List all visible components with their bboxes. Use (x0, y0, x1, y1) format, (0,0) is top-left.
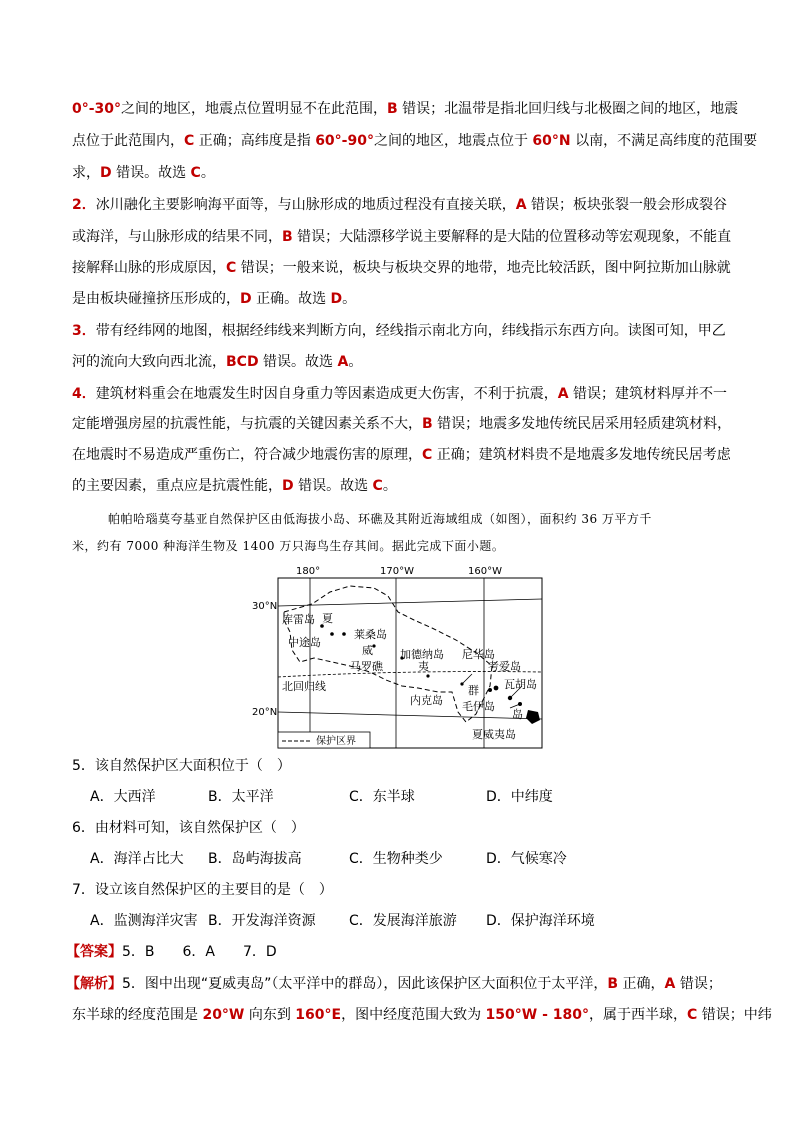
place-label: 中途岛 (288, 636, 321, 649)
text: 错误；地震多发地传统民居采用轻质建筑材料， (432, 416, 732, 432)
place-label: 岛 (512, 708, 523, 721)
lon-label: 170°W (380, 566, 414, 577)
text: 接解释山脉的形成原因， (72, 260, 226, 276)
text: 60°N (532, 133, 571, 149)
text: D (330, 291, 343, 307)
text: 正确；建筑材料贵不是地震多发地传统民居考虑 (432, 447, 731, 463)
q5-option-a: A．大西洋 (90, 789, 156, 805)
text: A (515, 197, 527, 213)
text: 错误；中纬 (697, 1007, 772, 1023)
analysis-line-1 (66, 974, 722, 994)
place-label: 考爱岛 (488, 660, 521, 673)
text: 错误。故选 (258, 354, 338, 370)
text: 求， (72, 165, 100, 181)
text: 错误；大陆漂移学说主要解释的是大陆的位置移动等宏观现象，不能直 (292, 229, 732, 245)
q4-line-4 (72, 476, 397, 496)
text: 20°W (202, 1007, 245, 1023)
text: 错误；一般来说，板块与板块交界的地带，地壳比较活跃，图中阿拉斯加山脉就 (236, 260, 731, 276)
text: 之间的地区，地震点位置明显不在此范围， (121, 101, 388, 117)
text: 东半球的经度范围是 (72, 1007, 203, 1023)
text: A (337, 354, 349, 370)
q6-option-d: D．气候寒冷 (486, 851, 567, 867)
place-label: 加德纳岛 (400, 648, 444, 661)
text: B (282, 229, 293, 245)
q6-stem: 6．由材料可知，该自然保护区（ ） (72, 820, 305, 836)
text: 。 (200, 165, 215, 181)
text: 。 (348, 354, 363, 370)
place-label: 夏威夷岛 (472, 728, 516, 741)
q5-option-d: D．中纬度 (486, 789, 553, 805)
text: 正确；高纬度是指 (194, 133, 316, 149)
lon-label: 180° (296, 566, 321, 577)
place-label: 群 (468, 684, 479, 697)
analysis-line-2 (72, 1005, 772, 1025)
text: ，图中经度范围大致为 (341, 1007, 486, 1023)
place-label: 夷 (418, 660, 429, 673)
prev-answer-line-1 (72, 99, 738, 119)
text: 带有经纬网的地图，根据经纬线来判断方向，经线指示南北方向，纬线指示东西方向。读图可知，甲乙 (95, 323, 726, 339)
text: 错误；建筑材料厚并不一 (568, 386, 728, 402)
place-label: 马罗礁 (350, 660, 383, 673)
map-svg (252, 562, 552, 757)
text: 是由板块碰撞挤压形成的， (72, 291, 240, 307)
text: D (282, 478, 294, 494)
q7-option-c: C．发展海洋旅游 (349, 913, 457, 929)
text: 5．图中出现“夏威夷岛”（太平洋中的群岛），因此该保护区大面积位于太平洋， (122, 976, 608, 992)
text: 或海洋，与山脉形成的结果不同， (72, 229, 282, 245)
q5-option-c: C．东半球 (349, 789, 415, 805)
q6-option-b: B．岛屿海拔高 (208, 851, 302, 867)
text: C (422, 447, 433, 463)
text: 之间的地区，地震点位于 (373, 133, 533, 149)
legend-label: 保护区界 (316, 736, 356, 747)
text: 在地震时不易造成严重伤亡，符合减少地震伤害的原理， (72, 447, 422, 463)
island-gardner (426, 674, 429, 677)
place-label: 毛伊岛 (462, 700, 495, 713)
text: B (387, 101, 398, 117)
material-intro-line-1: 帕帕哈瑙莫夸基亚自然保护区由低海拔小岛、环礁及其附近海域组成（如图），面积约 36 万平方千 (108, 512, 652, 526)
text: 。 (342, 291, 357, 307)
material-intro-line-2: 米，约有 7000 种海洋生物及 1400 万只海鸟生存其间。据此完成下面小题。 (72, 539, 505, 553)
q4-line-3 (72, 445, 731, 465)
prev-answer-line-2 (72, 131, 757, 151)
lat-label: 30°N (252, 601, 278, 612)
prev-answer-line-3 (72, 163, 215, 183)
q7-option-b: B．开发海洋资源 (208, 913, 316, 929)
question-number: 3． (72, 323, 96, 339)
answer-line (66, 942, 277, 962)
text: D (240, 291, 252, 307)
q2-line-2 (72, 227, 731, 247)
text: 正确。故选 (251, 291, 331, 307)
question-number: 4． (72, 386, 96, 402)
text: 的主要因素，重点应是抗震性能， (72, 478, 282, 494)
text: C (687, 1007, 698, 1023)
text: B (607, 976, 619, 992)
q4-line-2 (72, 414, 731, 434)
text: ，属于西半球， (589, 1007, 687, 1023)
q7-option-a: A．监测海洋灾害 (90, 913, 198, 929)
question-number: 2． (72, 197, 96, 213)
analysis-tag: 【解析】 (66, 976, 122, 992)
text: BCD (226, 354, 259, 370)
text: 建筑材料重会在地震发生时因自身重力等因素造成更大伤害，不利于抗震， (95, 386, 558, 402)
text: 错误； (675, 976, 722, 992)
answer-text: 5．B 6．A 7．D (122, 944, 277, 960)
q2-line-3 (72, 258, 731, 278)
text: C (372, 478, 383, 494)
text: 错误；北温带是指北回归线与北极圈之间的地区，地震 (397, 101, 739, 117)
text: C (184, 133, 195, 149)
place-label: 威 (362, 644, 373, 657)
place-label: 夏 (322, 612, 333, 625)
protected-area-map (252, 562, 552, 757)
island-niihau (488, 688, 492, 692)
place-label: 内克岛 (410, 694, 443, 707)
text: 60°-90° (315, 133, 374, 149)
text: 160°E (295, 1007, 342, 1023)
island-midway (330, 632, 334, 636)
text: 150°W - 180° (485, 1007, 589, 1023)
q4-line-1 (72, 384, 727, 404)
text: A (557, 386, 569, 402)
text: 点位于此范围内， (72, 133, 184, 149)
text: D (100, 165, 112, 181)
q2-line-1 (72, 195, 727, 215)
place-label: 莱桑岛 (354, 628, 387, 641)
q5-option-b: B．太平洋 (208, 789, 274, 805)
q2-line-4 (72, 289, 356, 309)
q6-option-c: C．生物种类少 (349, 851, 443, 867)
text: B (422, 416, 433, 432)
text: 以南，不满足高纬度的范围要 (570, 133, 758, 149)
q7-stem: 7．设立该自然保护区的主要目的是（ ） (72, 882, 333, 898)
text: 河的流向大致向西北流， (72, 354, 226, 370)
q3-line-2 (72, 352, 362, 372)
place-label: 瓦胡岛 (504, 678, 537, 691)
text: 0°-30° (72, 101, 122, 117)
text: C (226, 260, 237, 276)
q3-line-1 (72, 321, 726, 341)
lon-label: 160°W (468, 566, 502, 577)
text: 向东到 (244, 1007, 296, 1023)
text: 错误。故选 (293, 478, 373, 494)
place-label: 库雷岛 (282, 613, 315, 626)
text: A (664, 976, 676, 992)
text: 错误；板块张裂一般会形成裂谷 (526, 197, 728, 213)
text: 定能增强房屋的抗震性能，与抗震的关键因素关系不大， (72, 416, 422, 432)
island-kauai (494, 686, 499, 691)
text: 。 (382, 478, 397, 494)
place-label: 尼华岛 (462, 648, 495, 661)
text: 错误。故选 (111, 165, 191, 181)
q6-option-a: A．海洋占比大 (90, 851, 184, 867)
text: C (190, 165, 201, 181)
island-dot (342, 632, 346, 636)
lat-label: 20°N (252, 707, 278, 718)
q7-option-d: D．保护海洋环境 (486, 913, 595, 929)
answer-tag: 【答案】 (66, 944, 122, 960)
q5-stem: 5．该自然保护区大面积位于（ ） (72, 758, 291, 774)
text: 正确， (618, 976, 665, 992)
text: 冰川融化主要影响海平面等，与山脉形成的地质过程没有直接关联， (95, 197, 516, 213)
place-label: 北回归线 (282, 680, 326, 693)
